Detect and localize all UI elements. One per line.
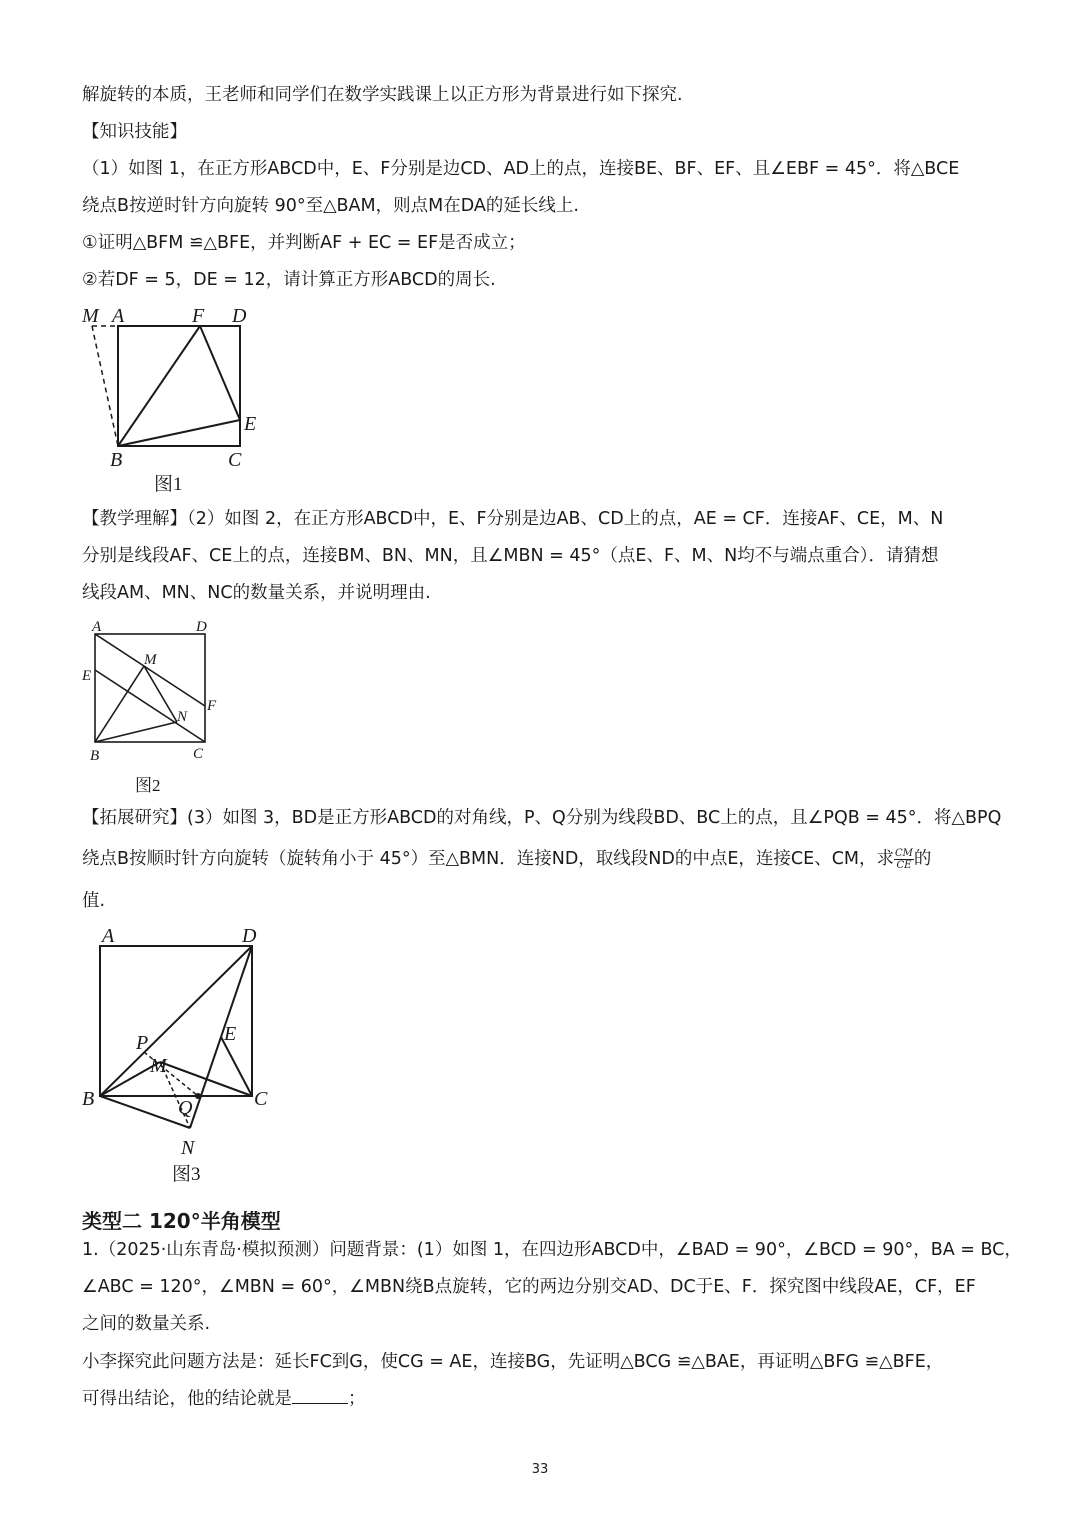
segment-be (118, 420, 240, 446)
label-e: E (224, 1023, 237, 1045)
label-c: C (228, 449, 242, 471)
segment-bn (100, 1096, 190, 1128)
paragraph-line: 小李探究此问题方法是：延长FC到G，使CG = AE，连接BG，先证明△BCG ≌△BAE，再证明△BFG ≌△BFE， (82, 1352, 944, 1372)
label-c: C (193, 746, 204, 762)
label-q: Q (178, 1097, 193, 1119)
segment-bn (95, 722, 177, 742)
fraction-cm-ce (894, 848, 914, 871)
dashed-mb (92, 326, 118, 446)
line-text: 绕点B按顺时针方向旋转（旋转角小于 45°）至△BMN．连接ND，取线段ND的中点E，连接CE、CM，求 (82, 849, 895, 869)
heading-knowledge-skills: 【知识技能】 (82, 122, 187, 142)
label-e: E (244, 413, 257, 435)
paragraph-line (82, 847, 931, 871)
label-d: D (242, 925, 257, 947)
paragraph-line: 解旋转的本质，王老师和同学们在数学实践课上以正方形为背景进行如下探究. (82, 85, 683, 105)
square-abcd (118, 326, 240, 446)
segment-ce (95, 670, 205, 742)
figure-1-caption: 图1 (154, 474, 183, 495)
label-e: E (82, 668, 92, 684)
paragraph-line: 分别是线段AF、CE上的点，连接BM、BN、MN，且∠MBN = 45°（点E、F、M、N均不与端点重合）．请猜想 (82, 546, 939, 566)
paragraph-line: 【教学理解】（2）如图 2，在正方形ABCD中，E、F分别是边AB、CD上的点，AE = CF．连接AF、CE，M、N (82, 509, 944, 529)
label-n: N (181, 1137, 195, 1159)
line-text: ； (348, 1389, 366, 1409)
figure-3-caption: 图3 (172, 1164, 201, 1185)
section-title: 类型二 120°半角模型 (82, 1209, 281, 1233)
label-d: D (196, 619, 207, 635)
paragraph-line: 之间的数量关系. (82, 1314, 211, 1334)
label-f: F (207, 698, 217, 714)
label-m: M (82, 305, 99, 327)
diagonal-bd (100, 946, 252, 1096)
page-number: 33 (531, 1462, 549, 1477)
fraction-denominator: CE (896, 859, 912, 871)
label-b: B (90, 748, 100, 764)
segment-bf (118, 326, 200, 446)
label-n: N (177, 709, 188, 725)
segment-ef (200, 326, 240, 420)
label-f: F (192, 305, 205, 327)
figure-2-caption: 图2 (135, 776, 161, 795)
point-q (195, 1093, 201, 1099)
paragraph-line: 线段AM、MN、NC的数量关系，并说明理由. (82, 583, 431, 603)
question-item-2: ②若DF = 5，DE = 12，请计算正方形ABCD的周长. (82, 270, 496, 290)
paragraph-line (82, 1387, 366, 1411)
answer-blank[interactable] (292, 1387, 348, 1404)
fraction-numerator: CM (895, 847, 913, 859)
paragraph-line: 值. (82, 891, 106, 911)
label-a: A (92, 619, 102, 635)
line-text: 的 (913, 849, 932, 869)
square-abcd (95, 634, 205, 742)
paragraph-line: （1）如图 1，在正方形ABCD中，E、F分别是边CD、AD上的点，连接BE、BF、EF、且∠EBF = 45°．将△BCE (82, 159, 960, 179)
label-m: M (150, 1055, 167, 1077)
label-b: B (82, 1088, 95, 1110)
figure-3 (78, 922, 293, 1187)
paragraph-line: ∠ABC = 120°，∠MBN = 60°，∠MBN绕B点旋转，它的两边分别交AD、DC于E、F．探究图中线段AE，CF，EF (82, 1277, 976, 1297)
label-m: M (144, 652, 157, 668)
figure-2 (78, 614, 238, 796)
paragraph-line: 1.（2025·山东青岛·模拟预测）问题背景：(1）如图 1，在四边形ABCD中，∠BAD = 90°，∠BCD = 90°，BA = BC， (82, 1240, 1022, 1260)
segment-af (95, 634, 205, 706)
label-p: P (136, 1032, 149, 1054)
label-a: A (112, 305, 125, 327)
segment-bm (95, 666, 144, 742)
figure-1 (78, 302, 278, 497)
label-b: B (110, 449, 123, 471)
line-text: 可得出结论，他的结论就是 (82, 1389, 292, 1409)
label-d: D (232, 305, 247, 327)
question-item-1: ①证明△BFM ≌△BFE，并判断AF + EC = EF是否成立； (82, 233, 526, 253)
paragraph-line: 绕点B按逆时针方向旋转 90°至△BAM，则点M在DA的延长线上. (82, 196, 579, 216)
label-a: A (102, 925, 115, 947)
label-c: C (254, 1088, 268, 1110)
segment-cm (160, 1062, 252, 1096)
paragraph-line: 【拓展研究】(3）如图 3，BD是正方形ABCD的对角线，P、Q分别为线段BD、BC上的点，且∠PQB = 45°．将△BPQ (82, 808, 1002, 828)
